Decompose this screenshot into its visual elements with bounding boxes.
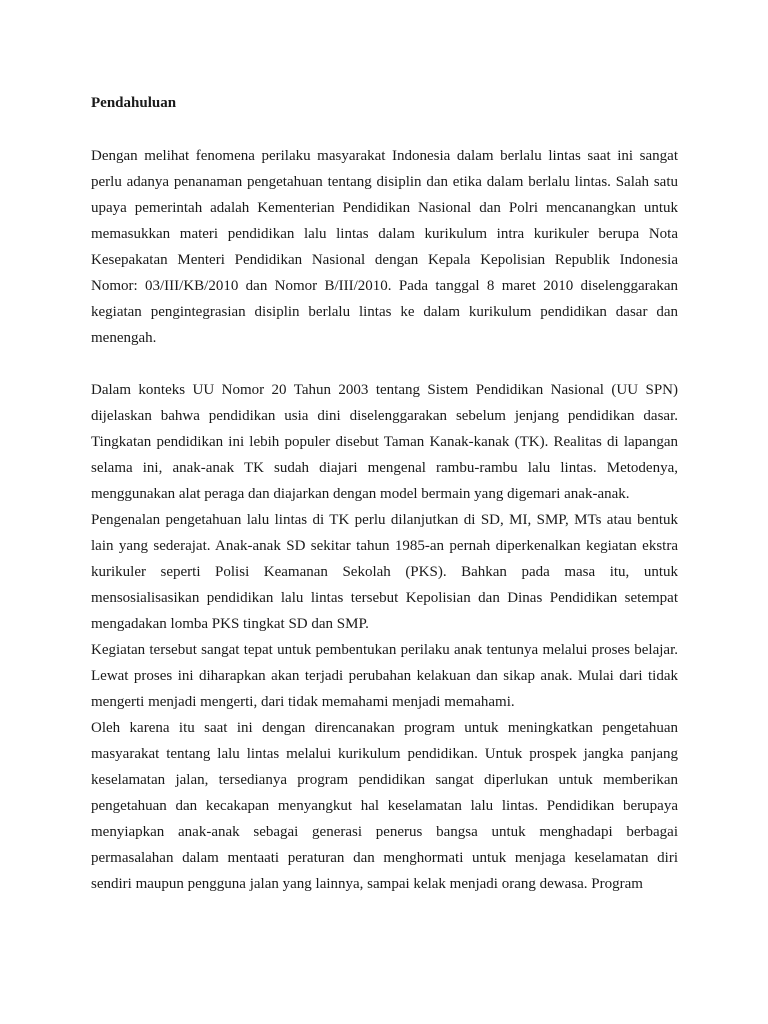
paragraph-program: Oleh karena itu saat ini dengan direncanakan program untuk meningkatkan pengetahuan masyarakat tentang lalu lintas melalui kurikulum pendidikan. Untuk prospek jangka panjang keselamatan jalan, tersedianya program pendidikan sangat diperlukan untuk memberikan pengetahuan dan kecakapan menyangkut hal keselamatan lalu lintas. Pendidikan berupaya menyiapkan anak-anak sebagai generasi penerus bangsa untuk menghadapi berbagai permasalahan dalam mentaati peraturan dan menghormati untuk menjaga keselamatan diri sendiri maupun pengguna jalan yang lainnya, sampai kelak menjadi orang dewasa. Program [91, 719, 678, 892]
paragraph-kegiatan: Kegiatan tersebut sangat tepat untuk pembentukan perilaku anak tentunya melalui proses belajar. Lewat proses ini diharapkan akan terjadi perubahan kelakuan dan sikap anak. Mulai dari tidak mengerti menjadi mengerti, dari tidak memahami menjadi memahami. [91, 641, 678, 710]
spacer [91, 351, 678, 377]
spacer [91, 116, 678, 143]
paragraph-uu-spn: Dalam konteks UU Nomor 20 Tahun 2003 tentang Sistem Pendidikan Nasional (UU SPN) dijelaskan bahwa pendidikan usia dini diselenggarakan sebelum jenjang pendidikan dasar. Tingkatan pendidikan ini lebih populer disebut Taman Kanak-kanak (TK). Realitas di lapangan selama ini, anak-anak TK sudah diajari mengenal rambu-rambu lalu lintas. Metodenya, menggunakan alat peraga dan diajarkan dengan model bermain yang digemari anak-anak. [91, 381, 678, 502]
document-body [91, 90, 678, 897]
paragraph-pengenalan: Pengenalan pengetahuan lalu lintas di TK perlu dilanjutkan di SD, MI, SMP, MTs atau bentuk lain yang sederajat. Anak-anak SD sekitar tahun 1985-an pernah diperkenalkan kegiatan ekstra kurikuler seperti Polisi Keamanan Sekolah (PKS). Bahkan pada masa itu, untuk mensosialisasikan pendidikan lalu lintas tersebut Kepolisian dan Dinas Pendidikan setempat mengadakan lomba PKS tingkat SD dan SMP. [91, 511, 678, 632]
section-heading: Pendahuluan [91, 95, 177, 111]
paragraph-intro: Dengan melihat fenomena perilaku masyarakat Indonesia dalam berlalu lintas saat ini sangat perlu adanya penanaman pengetahuan tentang disiplin dan etika dalam berlalu lintas. Salah satu upaya pemerintah adalah Kementerian Pendidikan Nasional dan Polri mencanangkan untuk memasukkan materi pendidikan lalu lintas dalam kurikulum intra kurikuler berupa Nota Kesepakatan Menteri Pendidikan Nasional dengan Kepala Kepolisian Republik Indonesia Nomor: 03/III/KB/2010 dan Nomor B/III/2010. Pada tanggal 8 maret 2010 diselenggarakan kegiatan pengintegrasian disiplin berlalu lintas ke dalam kurikulum pendidikan dasar dan menengah. [91, 147, 678, 346]
